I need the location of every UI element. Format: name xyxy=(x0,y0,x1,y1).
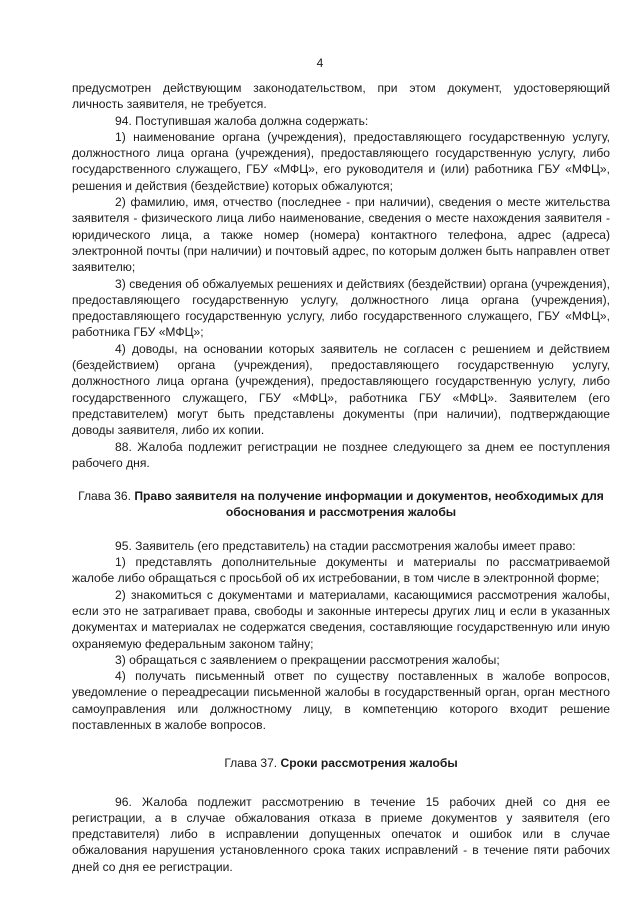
chapter-37-title: Сроки рассмотрения жалобы xyxy=(280,756,458,771)
paragraph-continuation: предусмотрен действующим законодательством, при этом документ, удостоверяющий личность заявителя, не требуется. xyxy=(72,81,610,112)
paragraph-88: 88. Жалоба подлежит регистрации не позднее следующего за днем ее поступления рабочего дня. xyxy=(72,439,610,470)
paragraph-95: 95. Заявитель (его представитель) на стадии рассмотрения жалобы имеет право: xyxy=(115,538,576,553)
document-body xyxy=(72,80,610,875)
chapter-37-prefix: Глава 37. xyxy=(224,756,281,771)
paragraph-94: 94. Поступившая жалоба должна содержать: xyxy=(115,113,369,128)
chapter-36-title: Право заявителя на получение информации и документов, необходимых для обоснования и рассмотрения жалобы xyxy=(134,489,604,520)
paragraph-96: 96. Жалоба подлежит рассмотрению в течение 15 рабочих дней со дня ее регистрации, а в случае обжалования отказа в приеме документов у заявителя (его представителя) либо в исправлении допущенных опечаток и ошибок или в случае обжалования нарушения установленного срока таких исправлений - в течение пяти рабочих дней со дня ее регистрации. xyxy=(72,794,610,874)
paragraph-95-item-3: 3) обращаться с заявлением о прекращении рассмотрения жалобы; xyxy=(115,652,500,667)
chapter-37-heading xyxy=(72,755,610,771)
paragraph-94-item-2: 2) фамилию, имя, отчество (последнее - при наличии), сведения о месте жительства заявителя - физического лица либо наименование, сведения о месте нахождения заявителя - юридического лица, а также номер (номера) контактного телефона, адрес (адреса) электронной почты (при наличии) и почтовый адрес, по которым должен быть направлен ответ заявителю; xyxy=(72,195,610,275)
chapter-36-heading xyxy=(72,488,610,521)
chapter-36-prefix: Глава 36. xyxy=(78,489,135,504)
paragraph-95-item-2: 2) знакомиться с документами и материалами, касающимися рассмотрения жалобы, если это не затрагивает права, свободы и законные интересы других лиц и если в указанных документах и материалах не содержатся сведения, составляющие государственную или иную охраняемую федеральным законом тайну; xyxy=(72,587,610,651)
paragraph-94-item-3: 3) сведения об обжалуемых решениях и действиях (бездействии) органа (учреждения), предоставляющего государственную услугу, должностного лица органа (учреждения), предоставляющего государственную услугу, либо государственного служащего, ГБУ «МФЦ», работника ГБУ «МФЦ»; xyxy=(72,276,610,340)
page-number: 4 xyxy=(316,56,324,70)
paragraph-95-item-1: 1) представлять дополнительные документы и материалы по рассматриваемой жалобе либо обращаться с просьбой об их истребовании, в том числе в электронной форме; xyxy=(72,555,610,586)
paragraph-95-item-4: 4) получать письменный ответ по существу поставленных в жалобе вопросов, уведомление о переадресации письменной жалобы в государственный орган, орган местного самоуправления или должностному лицу, в компетенцию которого входит решение поставленных в жалобе вопросов. xyxy=(72,669,610,732)
paragraph-94-item-4: 4) доводы, на основании которых заявитель не согласен с решением и действием (бездействием) органа (учреждения), предоставляющего государственную услугу, должностного лица органа (учреждения), предоставляющего государственную услугу, либо государственного служащего, ГБУ «МФЦ», работника ГБУ «МФЦ». Заявителем (его представителем) могут быть представлены документы (при наличии), подтверждающие доводы заявителя, либо их копии. xyxy=(72,341,610,438)
paragraph-94-item-1: 1) наименование органа (учреждения), предоставляющего государственную услугу, должностного лица органа (учреждения), предоставляющего государственную услугу, либо государственного служащего, ГБУ «МФЦ», его руководителя и (или) работника ГБУ «МФЦ», решения и действия (бездействие) которых обжалуются; xyxy=(72,129,610,193)
